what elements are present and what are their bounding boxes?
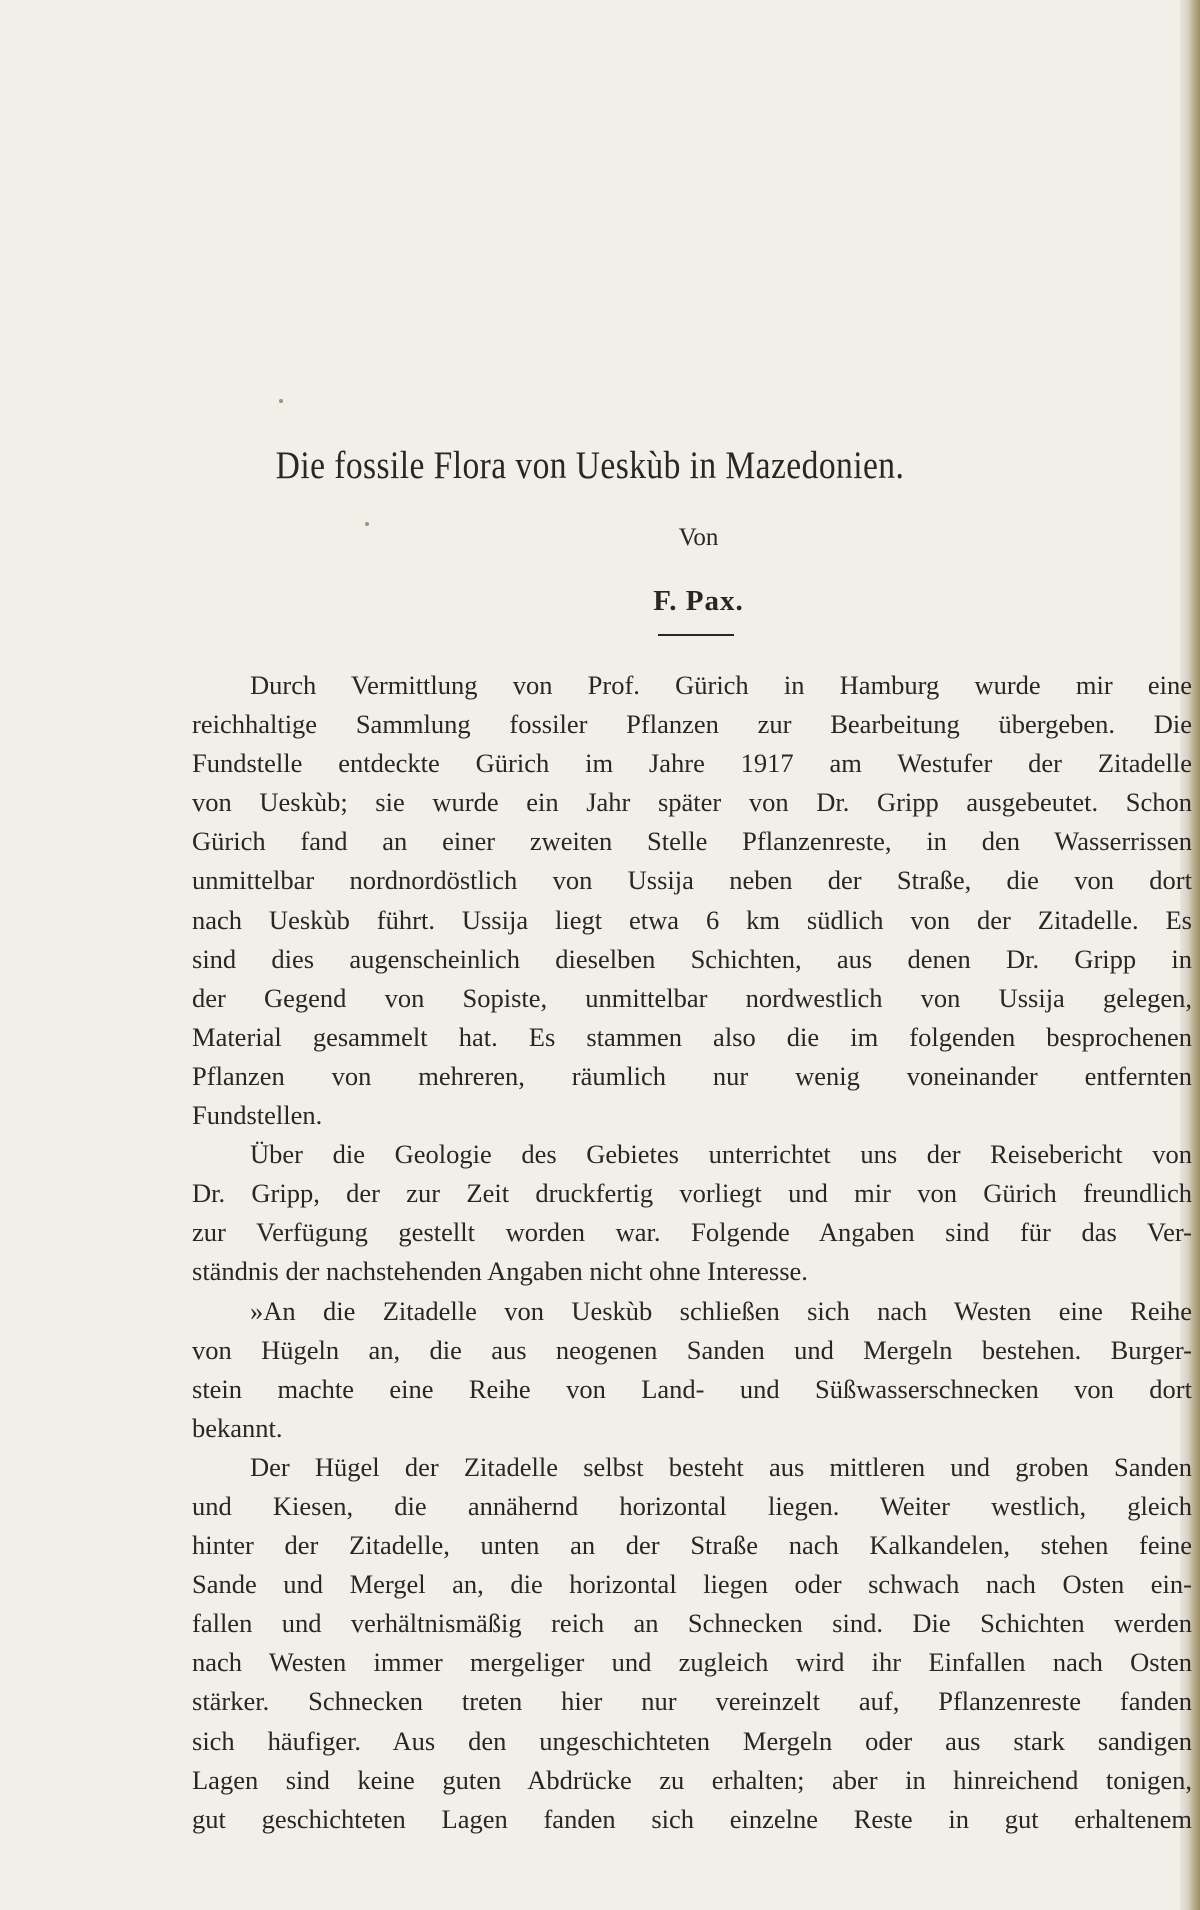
- text-line: gut geschichteten Lagen fanden sich einzelne Reste in gut erhaltenem: [192, 1803, 1192, 1834]
- text-line: und Kiesen, die annähernd horizontal liegen. Weiter westlich, gleich: [192, 1490, 1192, 1521]
- text-line: zur Verfügung gestellt worden war. Folgende Angaben sind für das Ver-: [192, 1217, 1192, 1248]
- text-line: stein machte eine Reihe von Land- und Süßwasserschnecken von dort: [192, 1373, 1192, 1404]
- text-line: Fundstellen.: [192, 1100, 323, 1131]
- text-line: ständnis der nachstehenden Angaben nicht ohne Interesse.: [192, 1256, 808, 1287]
- text-line: sich häufiger. Aus den ungeschichteten Mergeln oder aus stark sandigen: [192, 1725, 1192, 1756]
- text-line: unmittelbar nordnordöstlich von Ussija neben der Straße, die von dort: [192, 865, 1192, 896]
- text-line: fallen und verhältnismäßig reich an Schnecken sind. Die Schichten werden: [192, 1608, 1192, 1639]
- text-line: Über die Geologie des Gebietes unterrichtet uns der Reisebericht von: [250, 1139, 1192, 1170]
- text-line: Der Hügel der Zitadelle selbst besteht aus mittleren und groben Sanden: [250, 1451, 1192, 1482]
- text-line: Material gesammelt hat. Es stammen also die im folgenden besprochenen: [192, 1021, 1192, 1052]
- text-line: nach Ueskùb führt. Ussija liegt etwa 6 km südlich von der Zitadelle. Es: [192, 904, 1192, 935]
- text-line: Dr. Gripp, der zur Zeit druckfertig vorliegt und mir von Gürich freundlich: [192, 1178, 1192, 1209]
- text-line: Fundstelle entdeckte Gürich im Jahre 1917 am Westufer der Zitadelle: [192, 748, 1192, 779]
- text-line: sind dies augenscheinlich dieselben Schichten, aus denen Dr. Gripp in: [192, 943, 1192, 974]
- text-line: hinter der Zitadelle, unten an der Straße nach Kalkandelen, stehen feine: [192, 1530, 1192, 1561]
- body-text: [192, 666, 1192, 1839]
- ink-speck: [279, 399, 283, 403]
- text-line: Lagen sind keine guten Abdrücke zu erhalten; aber in hinreichend tonigen,: [192, 1764, 1192, 1795]
- text-line: Sande und Mergel an, die horizontal liegen oder schwach nach Osten ein-: [192, 1569, 1192, 1600]
- article-title: Die fossile Flora von Ueskùb in Mazedonien.: [275, 444, 905, 487]
- title-rule: [658, 634, 734, 636]
- text-line: bekannt.: [192, 1412, 283, 1443]
- byline: Von: [678, 524, 719, 551]
- text-line: von Hügeln an, die aus neogenen Sanden und Mergeln bestehen. Burger-: [192, 1334, 1192, 1365]
- text-line: Pflanzen von mehreren, räumlich nur wenig voneinander entfernten: [192, 1060, 1192, 1091]
- text-line: nach Westen immer mergeliger und zugleich wird ihr Einfallen nach Osten: [192, 1647, 1192, 1678]
- text-line: von Ueskùb; sie wurde ein Jahr später von Dr. Gripp ausgebeutet. Schon: [192, 787, 1192, 818]
- text-line: reichhaltige Sammlung fossiler Pflanzen zur Bearbeitung übergeben. Die: [192, 709, 1192, 740]
- text-line: »An die Zitadelle von Ueskùb schließen sich nach Westen eine Reihe: [250, 1295, 1192, 1326]
- text-line: stärker. Schnecken treten hier nur vereinzelt auf, Pflanzenreste fanden: [192, 1686, 1192, 1717]
- text-line: Durch Vermittlung von Prof. Gürich in Hamburg wurde mir eine: [250, 670, 1192, 700]
- author-name: F. Pax.: [653, 585, 744, 617]
- text-line: Gürich fand an einer zweiten Stelle Pflanzenreste, in den Wasserrissen: [192, 826, 1192, 857]
- text-line: der Gegend von Sopiste, unmittelbar nordwestlich von Ussija gelegen,: [192, 982, 1192, 1013]
